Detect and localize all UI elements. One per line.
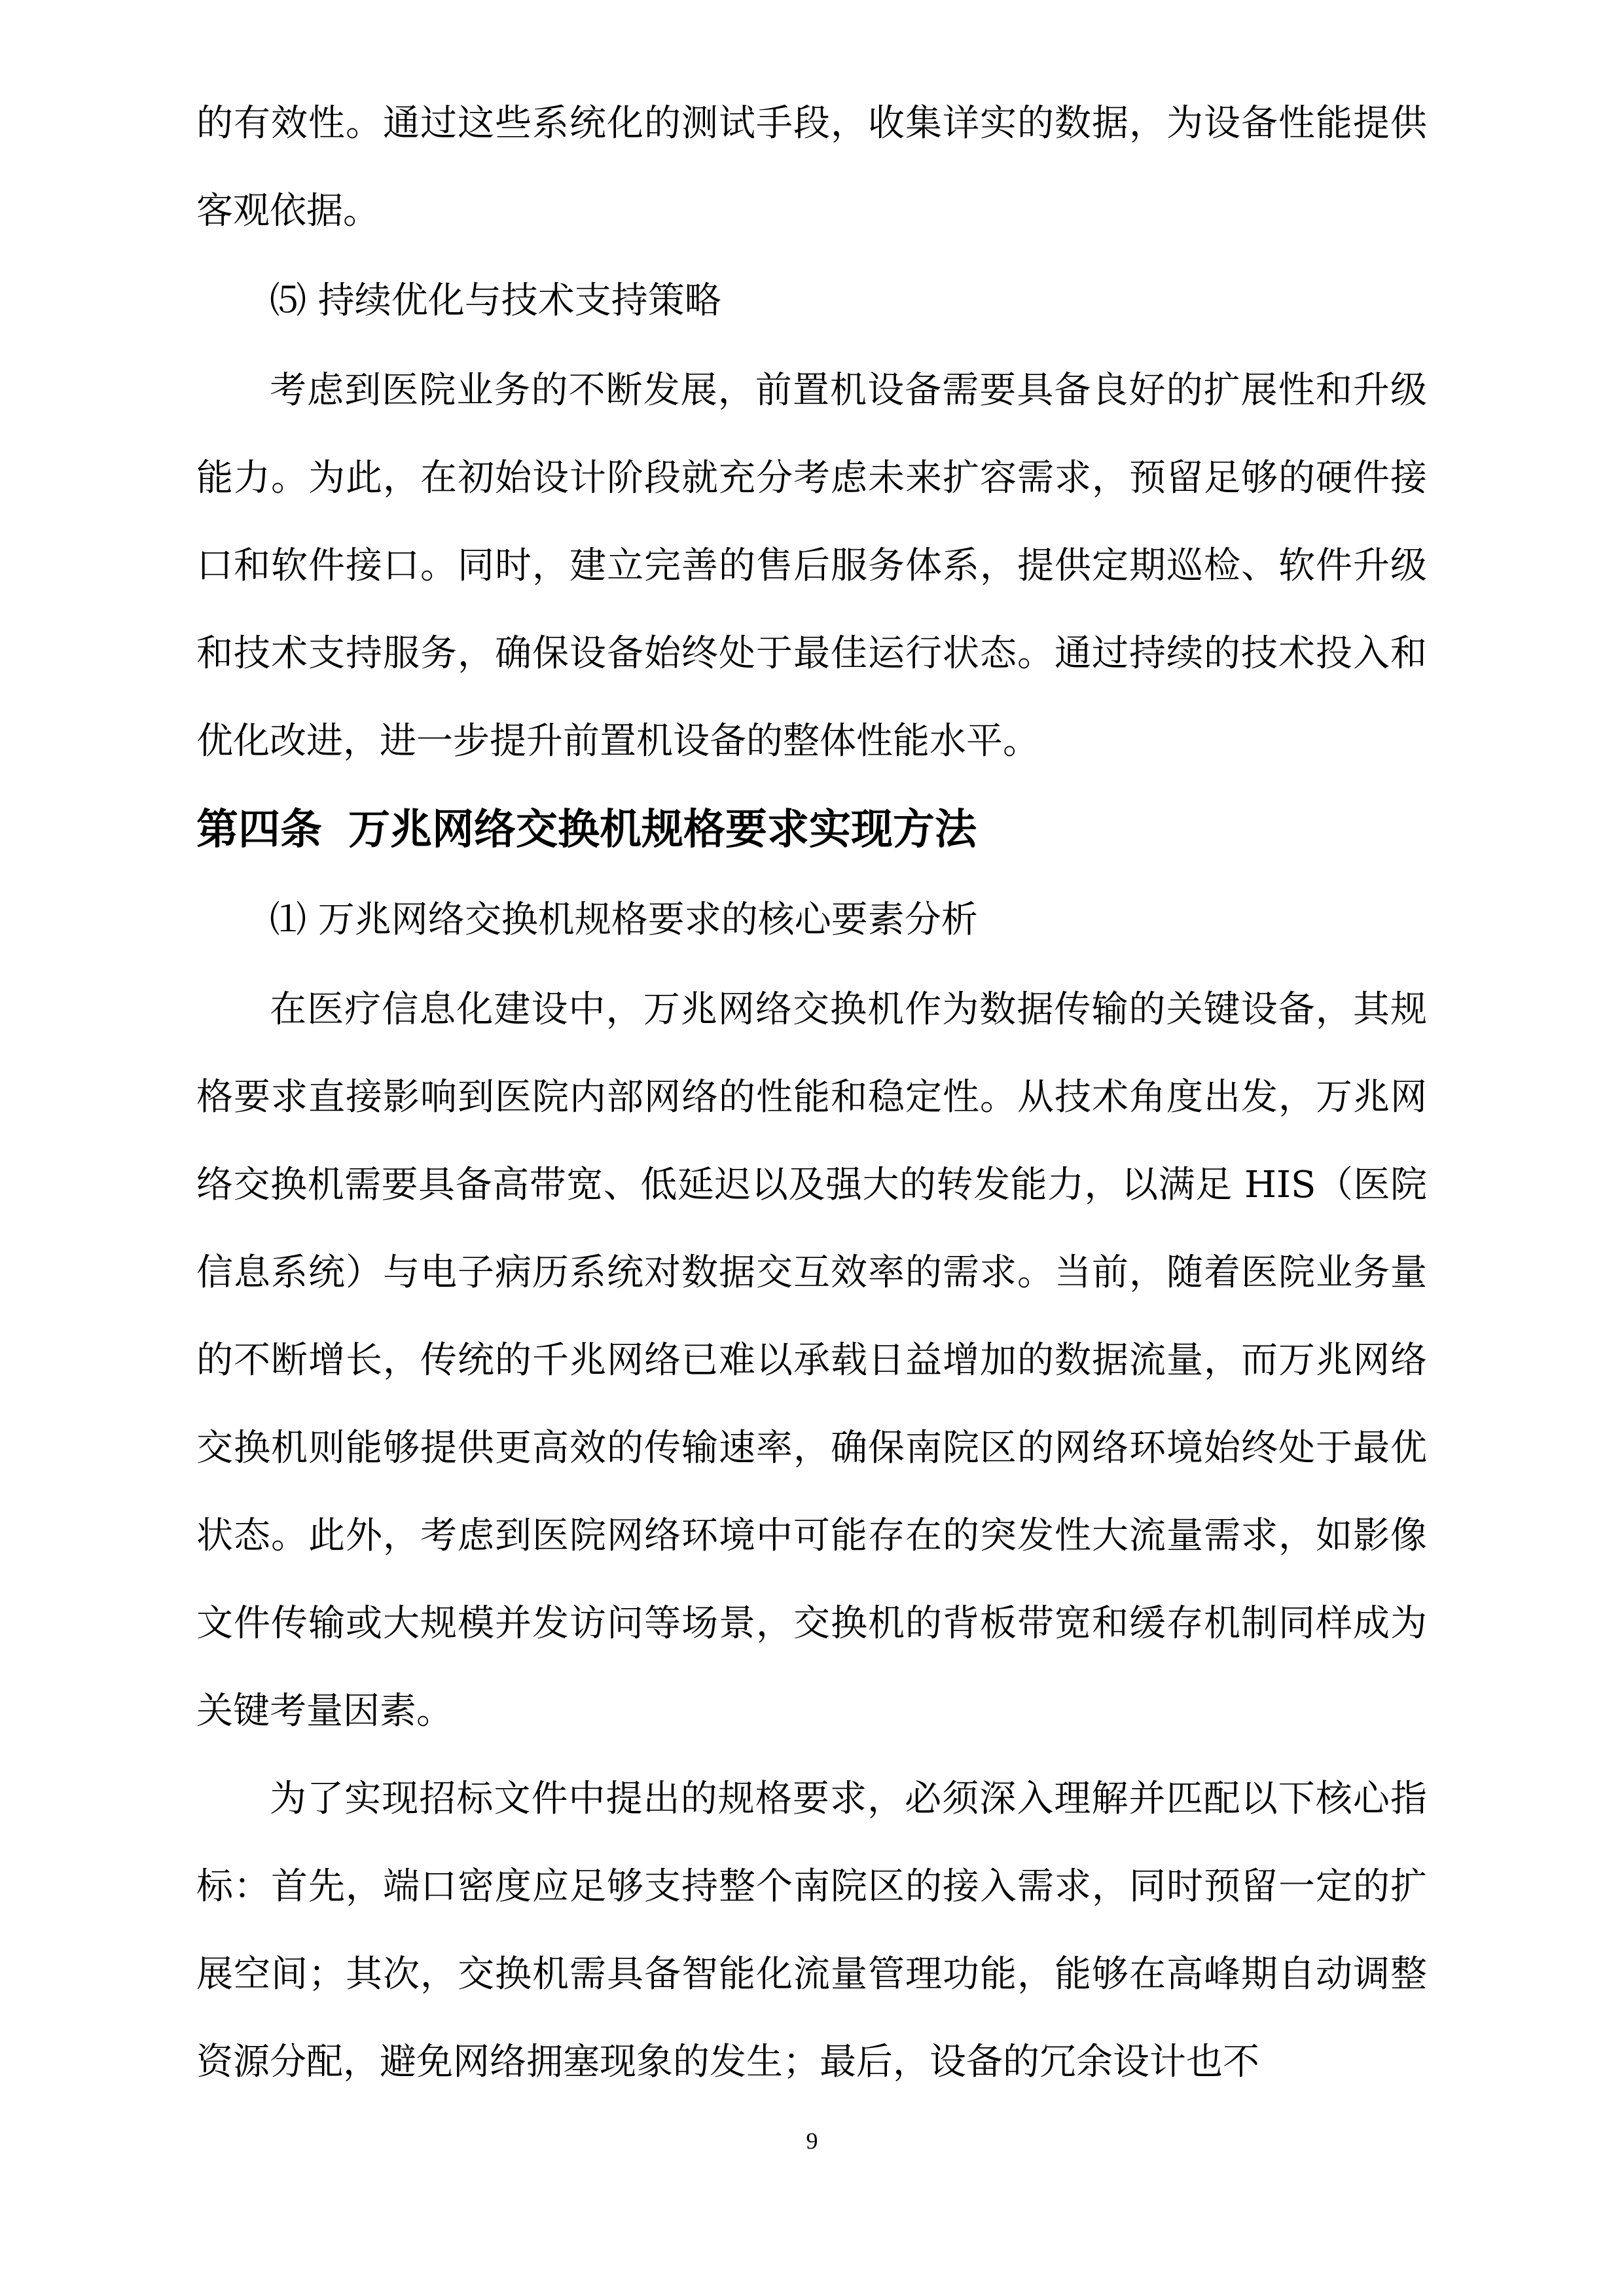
paragraph-core-indicators: 为了实现招标文件中提出的规格要求，必须深入理解并匹配以下核心指标：首先，端口密度应足够支持整个南院区的接入需求，同时预留一定的扩展空间；其次，交换机需具备智能化流量管理功能，能够在高峰期自动调整资源分配，避免网络拥塞现象的发生；最后，设备的冗余设计也不 <box>196 1778 1427 2083</box>
article-number: 第四条 <box>196 805 322 854</box>
document-body <box>196 80 1427 2106</box>
paragraph-core-elements: 在医疗信息化建设中，万兆网络交换机作为数据传输的关键设备，其规格要求直接影响到医院内部网络的性能和稳定性。从技术角度出发，万兆网络交换机需要具备高带宽、低延迟以及强大的转发能力，以满足 HIS（医院信息系统）与电子病历系统对数据交互效率的需求。当前，随着医院业务量的不断增长，传统的千兆网络已难以承载日益增加的数据流量，而万兆网络交换机则能够提供更高效的传输速率，确保南院区的网络环境始终处于最优状态。此外，考虑到医院网络环境中可能存在的突发性大流量需求，如影像文件传输或大规模并发访问等场景，交换机的背板带宽和缓存机制同样成为关键考量因素。 <box>196 988 1427 1732</box>
paragraph-optimization-support: 考虑到医院业务的不断发展，前置机设备需要具备良好的扩展性和升级能力。为此，在初始设计阶段就充分考虑未来扩容需求，预留足够的硬件接口和软件接口。同时，建立完善的售后服务体系，提供定期巡检、软件升级和技术支持服务，确保设备始终处于最佳运行状态。通过持续的技术投入和优化改进，进一步提升前置机设备的整体性能水平。 <box>196 369 1427 762</box>
article-title: 万兆网络交换机规格要求实现方法 <box>348 805 977 854</box>
continued-paragraph: 的有效性。通过这些系统化的测试手段，收集详实的数据，为设备性能提供客观依据。 <box>196 102 1427 232</box>
subsection-heading-1: ⑴ 万兆网络交换机规格要求的核心要素分析 <box>270 899 978 941</box>
article-heading <box>196 785 1427 874</box>
subsection-heading-5: ⑸ 持续优化与技术支持策略 <box>270 279 721 322</box>
page-number: 9 <box>806 2128 818 2154</box>
